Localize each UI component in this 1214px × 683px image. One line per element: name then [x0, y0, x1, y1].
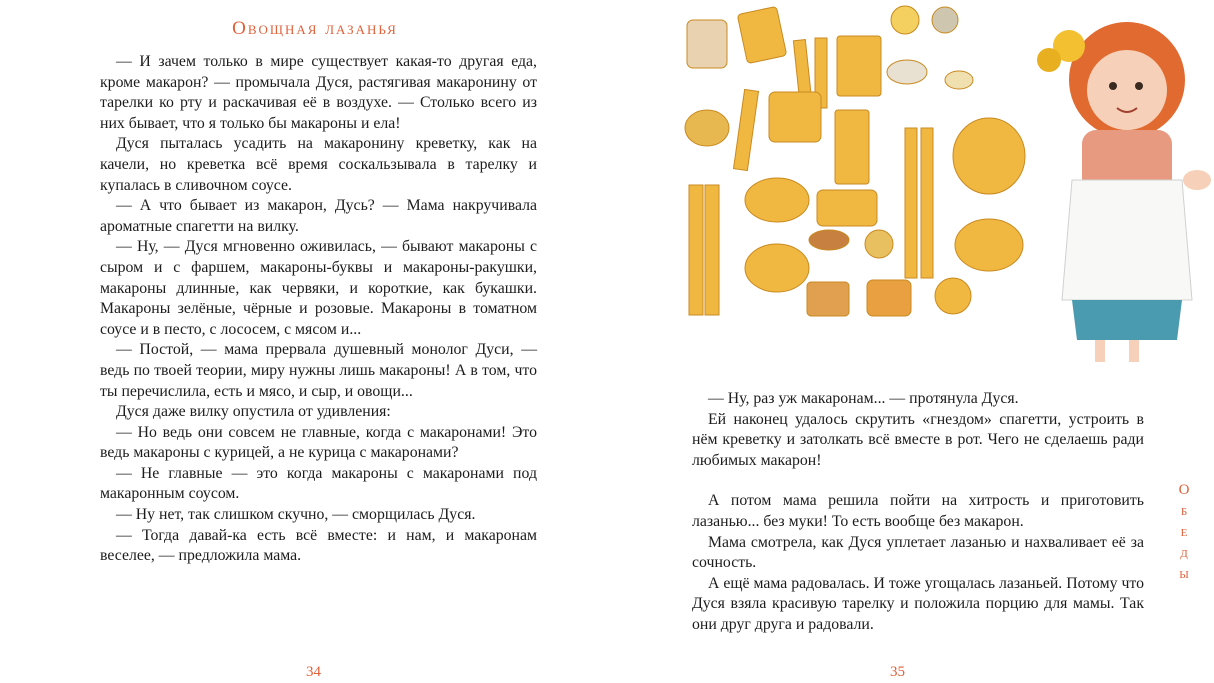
paragraph: — Не главные — это когда макароны с макаронами под макаронным соусом. — [100, 464, 537, 503]
page-number-right: 35 — [890, 664, 905, 680]
paragraph: — Тогда давай-ка есть всё вместе: и нам, и макаронам веселее, — предложила мама. — [100, 526, 537, 565]
pasta-girl-illustration — [677, 0, 1214, 370]
paragraph: — Ну нет, так слишком скучно, — сморщилась Дуся. — [116, 506, 476, 524]
paragraph: — Ну, — Дуся мгновенно оживилась, — бывают макароны с сыром и с фаршем, макароны-буквы и макароны-ракушки, макароны длинные, как червяки, и короткие, как букашки. Макароны зелёные, чёрные и розовые. Макароны в томатном соусе и в песто, с лососем, с мясом и... — [100, 238, 537, 338]
pasta-shapes-icon — [685, 6, 1025, 316]
paragraph-gap — [692, 471, 1144, 491]
paragraph: Ей наконец удалось скрутить «гнездом» спагетти, устроить в нём креветку и затолкать всё вместе в рот. Чего не сделаешь ради любимых макарон! — [692, 410, 1144, 469]
side-label-letter: ы — [1179, 566, 1189, 582]
paragraph: — А что бывает из макарон, Дусь? — Мама накручивала ароматные спагетти на вилку. — [100, 197, 537, 235]
chapter-title: Овощная лазанья — [232, 18, 398, 39]
left-text-block — [100, 52, 537, 567]
side-label-letter: е — [1180, 524, 1188, 540]
paragraph: Мама смотрела, как Дуся уплетает лазанью и нахваливает её за сочность. — [692, 533, 1144, 572]
side-label-letter: б — [1180, 503, 1188, 519]
paragraph: Дуся даже вилку опустила от удивления: — [116, 403, 391, 421]
page-number-left: 34 — [306, 664, 321, 680]
side-label-letter: О — [1178, 482, 1190, 498]
paragraph: — Ну, раз уж макаронам... — протянула Дуся. — [708, 390, 1019, 407]
paragraph: — И зачем только в мире существует какая-то другая еда, кроме макарон? — промычала Дуся, растягивая макаронину от тарелки ко рту и раскачивая её в воздухе. — Столько всего из них бывает, что я только бы макароны и ела! — [100, 53, 537, 132]
section-side-label — [1177, 480, 1191, 585]
paragraph: А потом мама решила пойти на хитрость и приготовить лазанью... без муки! То есть вообще без макарон. — [692, 492, 1144, 530]
right-text-block — [692, 389, 1144, 636]
paragraph: — Но ведь они совсем не главные, когда с макаронами! Это ведь макароны с курицей, а не курица с макаронами? — [100, 423, 537, 462]
paragraph: — Постой, — мама прервала душевный монолог Дуси, — ведь по твоей теории, миру нужны лишь макароны! А в том, что ты перечислила, есть и мясо, и сыр, и овощи... — [100, 341, 537, 400]
paragraph: А ещё мама радовалась. И тоже угощалась лазаньей. Потому что Дуся взяла красивую тарелку и положила порцию для мамы. Так они друг друга и радовали. — [692, 574, 1144, 633]
girl-icon — [1037, 22, 1211, 362]
side-label-letter: д — [1180, 545, 1188, 561]
paragraph: Дуся пыталась усадить на макаронину креветку, как на качели, но креветка всё время соскальзывала в тарелку и купалась в сливочном соусе. — [100, 135, 537, 194]
right-page — [607, 0, 1214, 683]
